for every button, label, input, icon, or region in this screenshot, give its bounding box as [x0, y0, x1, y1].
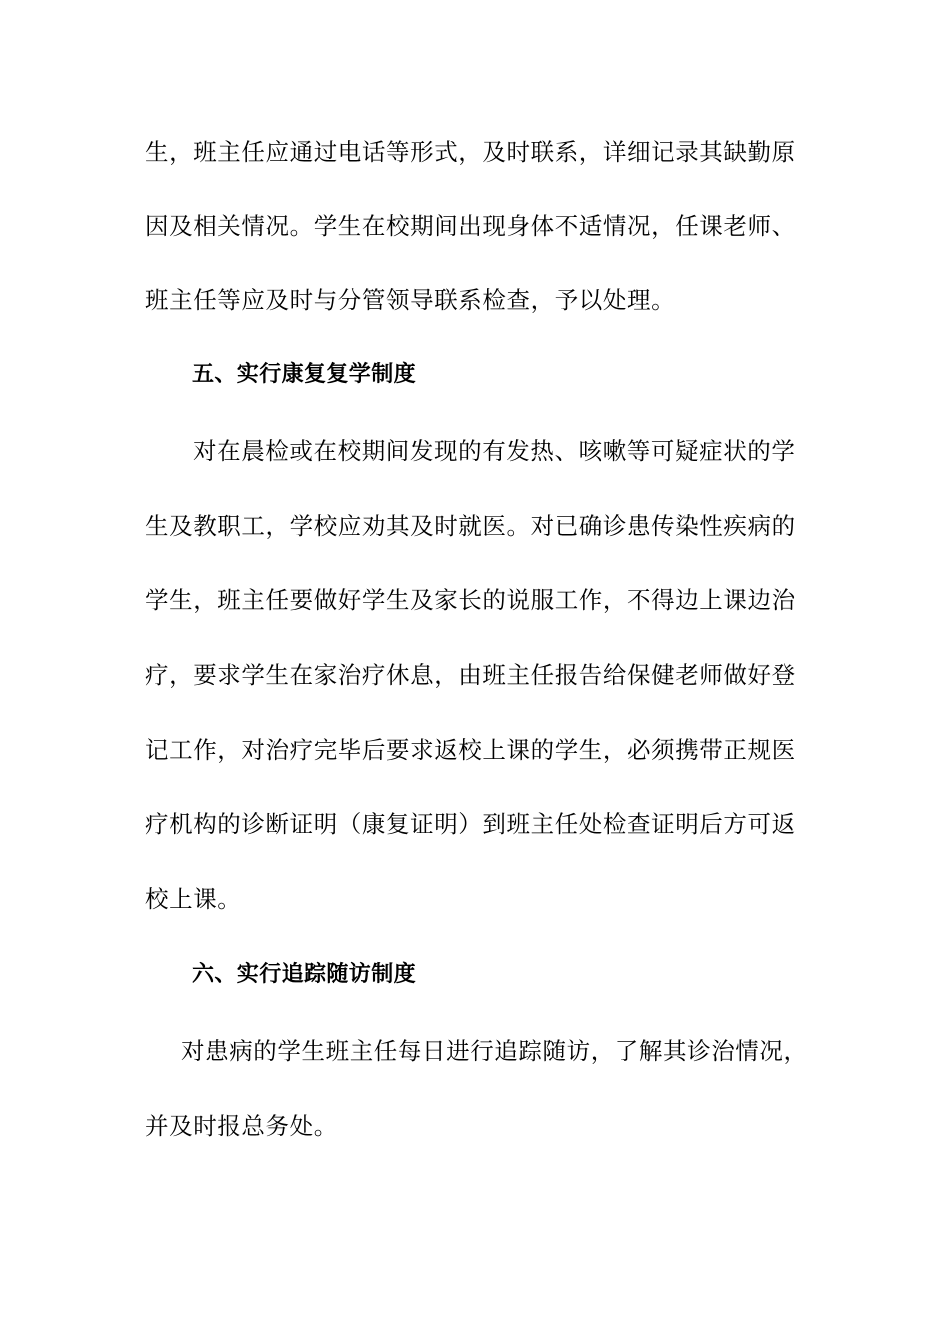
paragraph-line: 疗，要求学生在家治疗休息，由班主任报告给保健老师做好登 — [145, 661, 796, 689]
paragraph-line: 并及时报总务处。 — [145, 1112, 338, 1140]
paragraph-line: 对患病的学生班主任每日进行追踪随访，了解其诊治情况， — [181, 1037, 808, 1065]
section-heading-5: 五、实行康复复学制度 — [192, 362, 417, 387]
paragraph-line: 生及教职工，学校应劝其及时就医。对已确诊患传染性疾病的 — [145, 512, 796, 540]
paragraph-line: 对在晨检或在校期间发现的有发热、咳嗽等可疑症状的学 — [193, 437, 796, 465]
paragraph-line: 学生，班主任要做好学生及家长的说服工作，不得边上课边治 — [145, 586, 796, 614]
section-heading-6: 六、实行追踪随访制度 — [192, 962, 417, 987]
paragraph-line: 记工作，对治疗完毕后要求返校上课的学生，必须携带正规医 — [145, 736, 796, 764]
paragraph-line: 疗机构的诊断证明（康复证明）到班主任处检查证明后方可返 — [145, 810, 796, 838]
paragraph-line: 生，班主任应通过电话等形式，及时联系，详细记录其缺勤原 — [145, 138, 796, 166]
paragraph-line: 校上课。 — [145, 885, 242, 913]
paragraph-line: 班主任等应及时与分管领导联系检查，予以处理。 — [145, 286, 676, 314]
paragraph-line: 因及相关情况。学生在校期间出现身体不适情况，任课老师、 — [145, 212, 796, 240]
